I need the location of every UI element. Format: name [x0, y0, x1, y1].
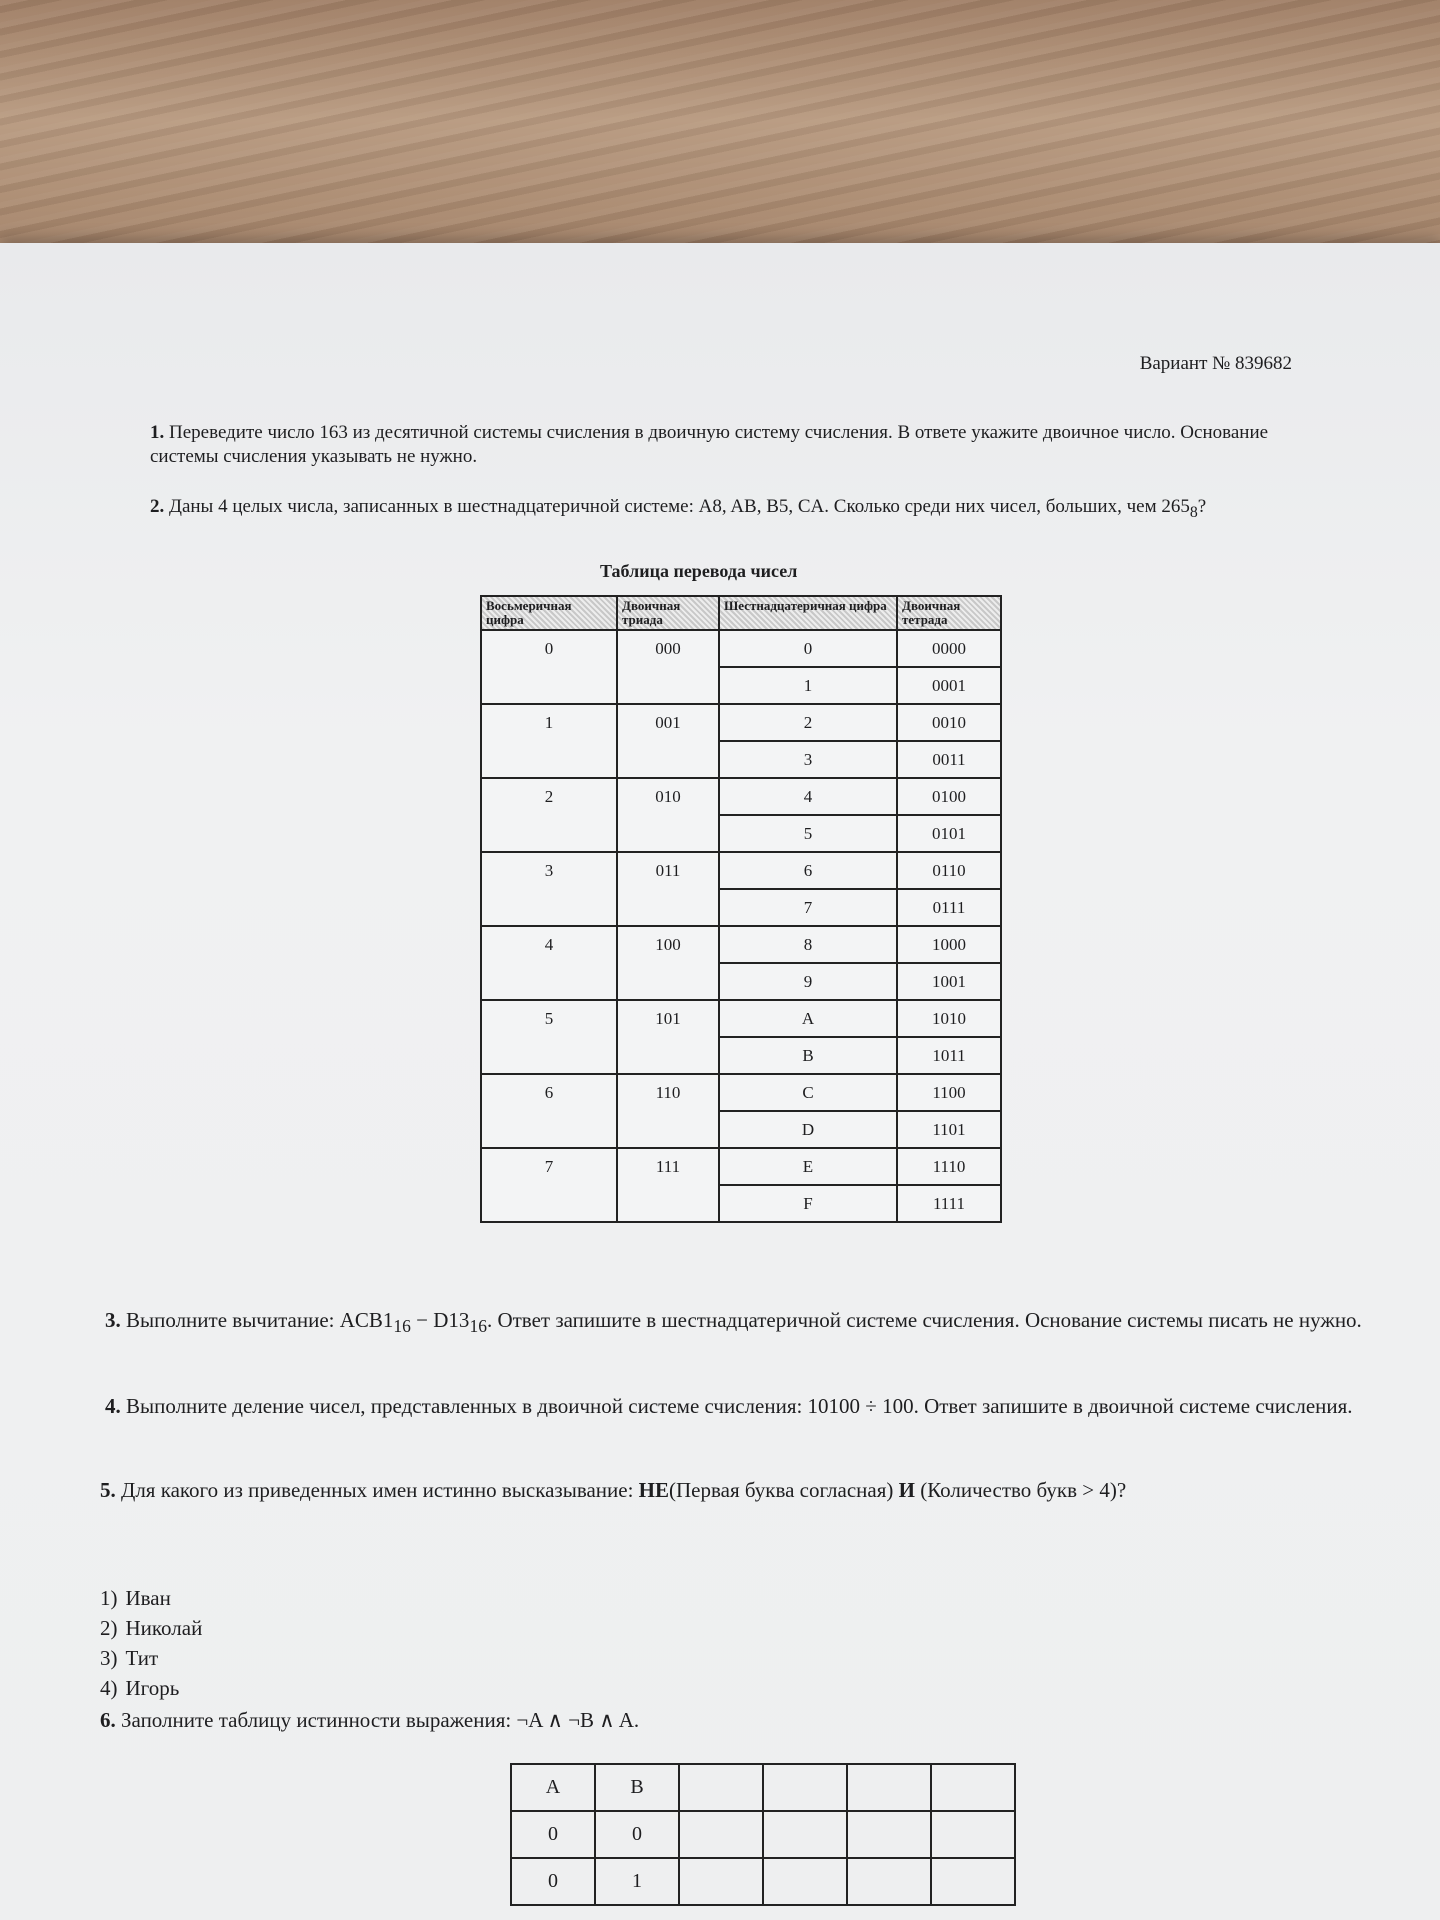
- table-row: [481, 1074, 1001, 1111]
- binary-triad: 110: [617, 1074, 719, 1148]
- question-1-number: 1.: [150, 422, 165, 443]
- answer-label: Игорь: [125, 1676, 180, 1700]
- answer-label: Николай: [125, 1616, 203, 1640]
- octal-digit: 1: [481, 704, 617, 778]
- question-4-number: 4.: [105, 1394, 121, 1418]
- question-2-text: Даны 4 целых числа, записанных в шестнадцатеричной системе: A8, AB, B5, CA. Сколько среди них чисел, больших, чем: [169, 496, 1157, 517]
- truth-table-cell: [763, 1858, 847, 1905]
- header-hex: Шестнадцатеричная цифра: [719, 596, 897, 630]
- answer-number: 3): [100, 1646, 118, 1670]
- truth-table-cell: A: [511, 1764, 595, 1811]
- question-3-base-1: 16: [393, 1316, 411, 1337]
- header-tetrad: Двоичная тетрада: [897, 596, 1001, 630]
- binary-tetrad: 0001: [897, 667, 1001, 704]
- octal-digit: 0: [481, 630, 617, 704]
- binary-triad: 011: [617, 852, 719, 926]
- table-row: [481, 704, 1001, 741]
- question-4-text: Выполните деление чисел, представленных в двоичной системе счисления: 10100 ÷ 100. Ответ запишите в двоичной системе счисления.: [126, 1394, 1353, 1418]
- truth-table-cell: 0: [511, 1858, 595, 1905]
- truth-table-cell: [679, 1764, 763, 1811]
- header-triad: Двоичная триада: [617, 596, 719, 630]
- binary-triad: 000: [617, 630, 719, 704]
- question-2: [100, 495, 1300, 525]
- question-2-number: 2.: [150, 496, 165, 517]
- answer-option: [100, 1643, 202, 1673]
- truth-table-cell: [931, 1764, 1015, 1811]
- question-5-number: 5.: [100, 1478, 116, 1502]
- hex-digit: 4: [719, 778, 897, 815]
- hex-digit: E: [719, 1148, 897, 1185]
- binary-triad: 111: [617, 1148, 719, 1222]
- truth-table-row: [511, 1811, 1015, 1858]
- binary-tetrad: 1100: [897, 1074, 1001, 1111]
- truth-table-cell: [847, 1764, 931, 1811]
- conversion-table-title: Таблица перевода чисел: [600, 561, 798, 581]
- truth-table-cell: 0: [511, 1811, 595, 1858]
- question-2-value: 265: [1161, 496, 1190, 517]
- question-5-options: [100, 1583, 202, 1703]
- table-row: [481, 778, 1001, 815]
- octal-digit: 5: [481, 1000, 617, 1074]
- octal-digit: 3: [481, 852, 617, 926]
- answer-label: Иван: [125, 1586, 171, 1610]
- hex-digit: 6: [719, 852, 897, 889]
- hex-digit: 9: [719, 963, 897, 1000]
- binary-triad: 100: [617, 926, 719, 1000]
- octal-digit: 4: [481, 926, 617, 1000]
- hex-digit: F: [719, 1185, 897, 1222]
- truth-table: [510, 1763, 1016, 1906]
- octal-digit: 6: [481, 1074, 617, 1148]
- table-row: [481, 1000, 1001, 1037]
- binary-tetrad: 1010: [897, 1000, 1001, 1037]
- answer-label: Тит: [125, 1646, 159, 1670]
- binary-triad: 010: [617, 778, 719, 852]
- question-1-text: Переведите число 163 из десятичной системы счисления в двоичную систему счисления. В ответе укажите двоичное число. Основание системы счисления указывать не нужно.: [150, 422, 1269, 467]
- question-1: [100, 421, 1300, 469]
- table-row: [481, 926, 1001, 963]
- truth-table-cell: [847, 1858, 931, 1905]
- hex-digit: 3: [719, 741, 897, 778]
- question-6-text: Заполните таблицу истинности выражения: ¬A ∧ ¬B ∧ A.: [121, 1708, 640, 1732]
- question-5-condition-1: (Первая буква согласная): [669, 1478, 899, 1502]
- binary-tetrad: 1110: [897, 1148, 1001, 1185]
- worksheet-page: [0, 243, 1440, 1920]
- question-3-base-2: 16: [469, 1316, 487, 1337]
- question-5-and: И: [898, 1478, 915, 1502]
- answer-number: 4): [100, 1676, 118, 1700]
- hex-digit: A: [719, 1000, 897, 1037]
- hex-digit: 5: [719, 815, 897, 852]
- variant-number: Вариант № 839682: [1139, 353, 1292, 374]
- question-6: [100, 1705, 1400, 1735]
- header-octal: Восьмеричная цифра: [481, 596, 617, 630]
- question-3-text-a: Выполните вычитание: ACB1: [126, 1308, 394, 1332]
- truth-table-cell: [679, 1858, 763, 1905]
- question-3-text-b: − D13: [410, 1308, 470, 1332]
- binary-tetrad: 1001: [897, 963, 1001, 1000]
- binary-tetrad: 1111: [897, 1185, 1001, 1222]
- binary-tetrad: 0011: [897, 741, 1001, 778]
- question-3: [55, 1305, 1395, 1341]
- truth-table-cell: 0: [595, 1811, 679, 1858]
- truth-table-cell: [763, 1764, 847, 1811]
- question-3-text-c: . Ответ запишите в шестнадцатеричной системе счисления. Основание системы писать не нужно.: [486, 1308, 1362, 1332]
- question-5-not: НЕ: [638, 1478, 670, 1502]
- truth-table-cell: [847, 1811, 931, 1858]
- question-2-base: 8: [1189, 503, 1198, 521]
- table-row: [481, 1148, 1001, 1185]
- binary-tetrad: 1101: [897, 1111, 1001, 1148]
- binary-triad: 001: [617, 704, 719, 778]
- question-5-text: Для какого из приведенных имен истинно высказывание:: [121, 1478, 639, 1502]
- binary-tetrad: 1011: [897, 1037, 1001, 1074]
- truth-table-cell: 1: [595, 1858, 679, 1905]
- binary-tetrad: 0100: [897, 778, 1001, 815]
- binary-tetrad: 0010: [897, 704, 1001, 741]
- hex-digit: 7: [719, 889, 897, 926]
- truth-table-cell: B: [595, 1764, 679, 1811]
- binary-tetrad: 1000: [897, 926, 1001, 963]
- question-5-condition-2: (Количество букв > 4)?: [914, 1478, 1127, 1502]
- binary-tetrad: 0110: [897, 852, 1001, 889]
- binary-tetrad: 0101: [897, 815, 1001, 852]
- hex-digit: C: [719, 1074, 897, 1111]
- conversion-table: [480, 595, 1002, 1223]
- question-5: [100, 1475, 1400, 1505]
- octal-digit: 2: [481, 778, 617, 852]
- table-row: [481, 852, 1001, 889]
- binary-tetrad: 0000: [897, 630, 1001, 667]
- answer-number: 2): [100, 1616, 118, 1640]
- truth-table-cell: [931, 1858, 1015, 1905]
- question-4: [55, 1391, 1395, 1421]
- binary-triad: 101: [617, 1000, 719, 1074]
- octal-digit: 7: [481, 1148, 617, 1222]
- hex-digit: 2: [719, 704, 897, 741]
- hex-digit: B: [719, 1037, 897, 1074]
- hex-digit: 0: [719, 630, 897, 667]
- truth-table-cell: [931, 1811, 1015, 1858]
- hex-digit: 8: [719, 926, 897, 963]
- question-3-number: 3.: [105, 1308, 121, 1332]
- answer-number: 1): [100, 1586, 118, 1610]
- truth-table-row: [511, 1764, 1015, 1811]
- truth-table-cell: [679, 1811, 763, 1858]
- answer-option: [100, 1613, 202, 1643]
- hex-digit: D: [719, 1111, 897, 1148]
- table-row: [481, 630, 1001, 667]
- truth-table-cell: [763, 1811, 847, 1858]
- truth-table-row: [511, 1858, 1015, 1905]
- question-6-number: 6.: [100, 1708, 116, 1732]
- answer-option: [100, 1673, 202, 1703]
- question-2-tail: ?: [1197, 496, 1207, 517]
- answer-option: [100, 1583, 202, 1613]
- binary-tetrad: 0111: [897, 889, 1001, 926]
- hex-digit: 1: [719, 667, 897, 704]
